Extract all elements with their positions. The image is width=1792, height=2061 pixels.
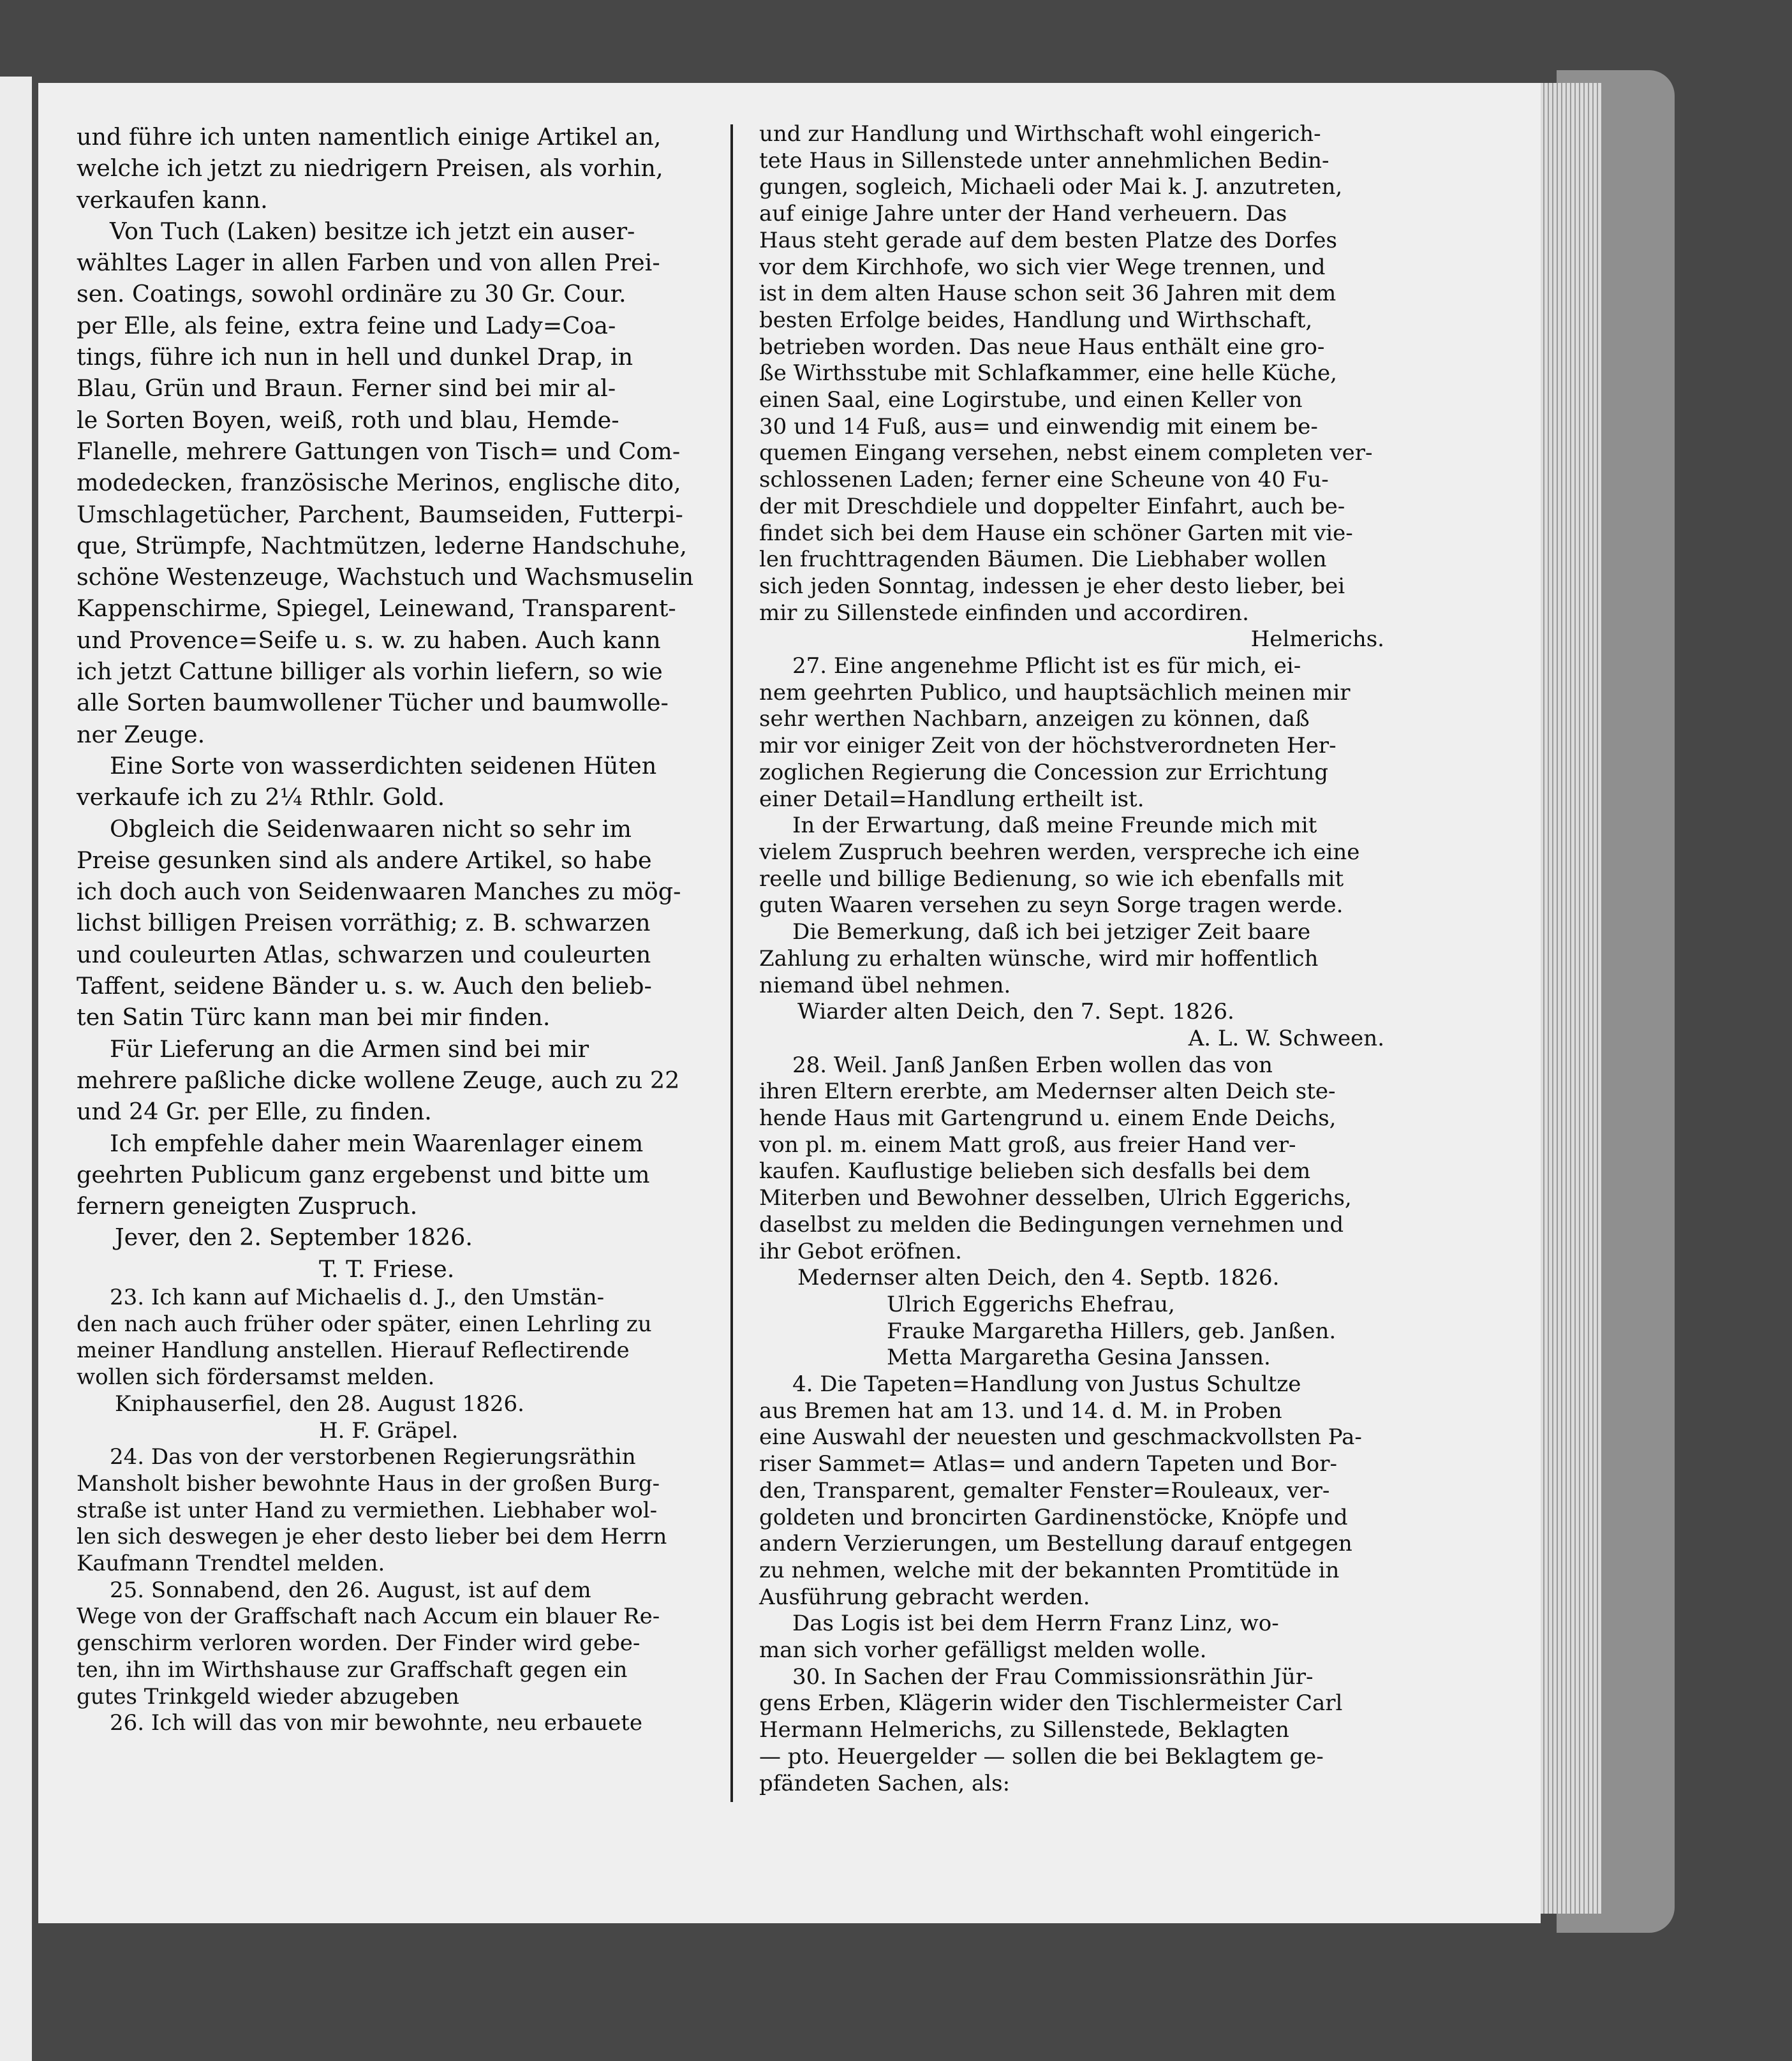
advertisement: 4. Die Tapeten=Handlung von Justus Schultze aus Bremen hat am 13. und 14. d. M. in Proben eine Auswahl der neuesten und geschmackvollsten Pa- riser Sammet= Atlas= und andern Tapeten und Bor- den, Transparent, gemalter Fenster=Rouleaux, ver- goldeten und broncirten Gardinenstöcke, Knöpfe und andern Verzierungen, um Bestellung darauf entgegen zu nehmen, welche mit der bekannten Promtitüde in Ausführung gebracht werden. xyxy=(759,1371,1362,1610)
signature: Helmerichs. xyxy=(1250,626,1384,653)
advertisement: 26. Ich will das von mir bewohnte, neu erbauete xyxy=(110,1710,643,1736)
advertisement: 27. Eine angenehme Pflicht ist es für mich, ei- nem geehrten Publico, und hauptsächlich meinen mir sehr werthen Nachbarn, anzeigen zu können, daß mir vor einiger Zeit von der höchstverordneten Her- zoglichen Regierung die Concession zur Errichtung einer Detail=Handlung ertheilt ist. xyxy=(759,653,1351,812)
place-date: Wiarder alten Deich, den 7. Sept. 1826. xyxy=(797,999,1234,1025)
place-date: Kniphauserfiel, den 28. August 1826. xyxy=(115,1391,524,1417)
advertisement: 28. Weil. Janß Janßen Erben wollen das von ihren Eltern ererbte, am Medernser alten Deich ste- hende Haus mit Gartengrund u. einem Ende Deichs, von pl. m. einem Matt groß, aus freier Hand ver- kaufen. Kauflustige belieben sich desfalls bei dem Miterben und Bewohner desselben, Ulrich Eggerichs, daselbst zu melden die Bedingungen vernehmen und ihr Gebot eröfnen. xyxy=(759,1052,1352,1264)
signature: A. L. W. Schween. xyxy=(1188,1025,1384,1051)
paragraph: Von Tuch (Laken) besitze ich jetzt ein auser- wähltes Lager in allen Farben und von allen Prei- sen. Coatings, sowohl ordinäre zu 30 Gr. Cour. per Elle, als feine, extra feine und Lady=Coa- tings, führe ich nun in hell und dunkel Drap, in Blau, Grün und Braun. Ferner sind bei mir al- le Sorten Boyen, weiß, roth und blau, Hemde- Flanelle, mehrere Gattungen von Tisch= und Com- modedecken, französische Merinos, englische dito, Umschlagetücher, Parchent, Baumseiden, Futterpi- que, Strümpfe, Nachtmützen, lederne Handschuhe, schöne Westenzeuge, Wachstuch und Wachsmuselin Kappenschirme, Spiegel, Leinewand, Transparent- und Provence=Seife u. s. w. zu haben. Auch kann ich jetzt Cattune billiger als vorhin liefern, so wie alle Sorten baumwollener Tücher und baumwolle- ner Zeuge. xyxy=(77,217,694,748)
paragraph: Die Bemerkung, daß ich bei jetziger Zeit baare Zahlung zu erhalten wünsche, wird mir hoffentlich niemand übel nehmen. xyxy=(759,919,1319,998)
advertisement: und zur Handlung und Wirthschaft wohl eingerich- tete Haus in Sillenstede unter annehmlichen Bedin- gungen, sogleich, Michaeli oder Mai k. J. anzutreten, auf einige Jahre unter der Hand verheuern. Das Haus steht gerade auf dem besten Platze des Dorfes vor dem Kirchhofe, wo sich vier Wege trennen, und ist in dem alten Hause schon seit 36 Jahren mit dem besten Erfolge beides, Handlung und Wirthschaft, betrieben worden. Das neue Haus enthält eine gro- ße Wirthsstube mit Schlafkammer, eine helle Küche, einen Saal, eine Logirstube, und einen Keller von 30 und 14 Fuß, aus= und einwendig mit einem be- quemen Eingang versehen, nebst einem completen ver- schlossenen Laden; ferner eine Scheune von 40 Fu- der mit Dreschdiele und doppelter Einfahrt, auch be- findet sich bei dem Hause ein schöner Garten mit vie- len fruchttragenden Bäumen. Die Liebhaber wollen sich jeden Sonntag, indessen je eher desto lieber, bei mir zu Sillenstede einfinden und accordiren. xyxy=(759,121,1373,626)
page-stack-edge xyxy=(1531,83,1601,1914)
paragraph: Eine Sorte von wasserdichten seidenen Hüten verkaufe ich zu 2¼ Rthlr. Gold. xyxy=(77,751,657,811)
signature: H. F. Gräpel. xyxy=(319,1417,459,1444)
right-column xyxy=(759,121,1423,1797)
paragraph: Das Logis ist bei dem Herrn Franz Linz, wo- man sich vorher gefälligst melden wolle. xyxy=(759,1611,1279,1664)
advertisement: 24. Das von der verstorbenen Regierungsräthin Mansholt bisher bewohnte Haus in der großen Burg- straße ist unter Hand zu vermiethen. Liebhaber wol- len sich deswegen je eher desto lieber bei dem Herrn Kaufmann Trendtel melden. xyxy=(77,1444,667,1577)
left-column xyxy=(77,121,740,1737)
place-date: Jever, den 2. September 1826. xyxy=(115,1223,473,1252)
paragraph: Obgleich die Seidenwaaren nicht so sehr im Preise gesunken sind als andere Artikel, so habe ich doch auch von Seidenwaaren Manches zu mög- lichst billigen Preisen vorräthig; z. B. schwarzen und couleurten Atlas, schwarzen und couleurten Taffent, seidene Bänder u. s. w. Auch den belieb- ten Satin Türc kann man bei mir finden. xyxy=(77,815,681,1031)
previous-page-edge xyxy=(0,77,32,2061)
place-date: Medernser alten Deich, den 4. Septb. 1826. xyxy=(797,1265,1280,1291)
advertisement: 30. In Sachen der Frau Commissionsräthin Jür- gens Erben, Klägerin wider den Tischlermeister Carl Hermann Helmerichs, zu Sillenstede, Beklagten — pto. Heuergelder — sollen die bei Beklagtem ge- pfändeten Sachen, als: xyxy=(759,1664,1343,1796)
advertisement: 23. Ich kann auf Michaelis d. J., den Umstän- den nach auch früher oder später, einen Lehrling zu meiner Handlung anstellen. Hierauf Reflectirende wollen sich fördersamst melden. xyxy=(77,1284,652,1391)
column-divider xyxy=(730,124,733,1802)
signature: T. T. Friese. xyxy=(319,1255,455,1283)
signers: Ulrich Eggerichs Ehefrau, Frauke Margaretha Hillers, geb. Janßen. Metta Margaretha Gesina Janssen. xyxy=(887,1291,1337,1371)
advertisement: 25. Sonnabend, den 26. August, ist auf dem Wege von der Graffschaft nach Accum ein blauer Re- genschirm verloren worden. Der Finder wird gebe- ten, ihn im Wirthshause zur Graffschaft gegen ein gutes Trinkgeld wieder abzugeben xyxy=(77,1577,660,1710)
paragraph: In der Erwartung, daß meine Freunde mich mit vielem Zuspruch beehren werden, verspreche ich eine reelle und billige Bedienung, so wie ich ebenfalls mit guten Waaren versehen zu seyn Sorge tragen werde. xyxy=(759,813,1360,919)
paragraph: und führe ich unten namentlich einige Artikel an, welche ich jetzt zu niedrigern Preisen, als vorhin, verkaufen kann. xyxy=(77,123,663,214)
newspaper-page xyxy=(38,83,1541,1923)
paragraph: Für Lieferung an die Armen sind bei mir mehrere paßliche dicke wollene Zeuge, auch zu 22 und 24 Gr. per Elle, zu finden. xyxy=(77,1035,680,1126)
paragraph: Ich empfehle daher mein Waarenlager einem geehrten Publicum ganz ergebenst und bitte um fernern geneigten Zuspruch. xyxy=(77,1129,650,1220)
